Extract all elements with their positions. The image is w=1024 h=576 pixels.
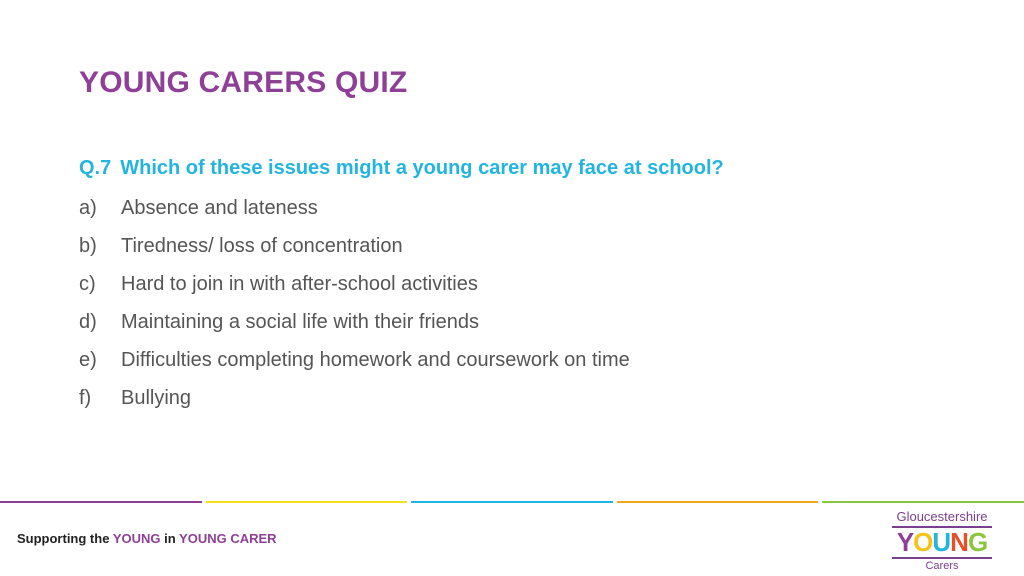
logo-letter: Y (896, 527, 914, 557)
answer-text: Absence and lateness (121, 196, 318, 219)
footer-divider (0, 501, 1024, 504)
answer-letter: a) (79, 196, 97, 219)
answer-list (79, 189, 630, 417)
footer-prefix: Supporting the (17, 531, 113, 546)
footer-tagline (17, 531, 277, 546)
answer-letter: e) (79, 348, 97, 371)
answer-letter: f) (79, 386, 92, 409)
logo-letter: G (967, 527, 988, 557)
answer-item (79, 227, 630, 265)
answer-text: Tiredness/ loss of concentration (121, 234, 403, 257)
logo-letter: N (950, 527, 968, 557)
answer-item (79, 265, 630, 303)
answer-item (79, 341, 630, 379)
gloucestershire-young-carers-logo (886, 510, 998, 570)
question (79, 157, 724, 180)
logo-bottom-text: Carers (925, 560, 959, 572)
divider-segment (822, 501, 1024, 503)
divider-segment (206, 501, 408, 503)
answer-item (79, 303, 630, 341)
footer-word-young: YOUNG (112, 531, 161, 546)
logo-letter: O (913, 527, 933, 557)
footer-word-young-carer: YOUNG CARER (179, 531, 277, 546)
logo-young-text (886, 529, 998, 555)
answer-text: Bullying (121, 386, 192, 409)
answer-item (79, 189, 630, 227)
divider-segment (617, 501, 819, 503)
answer-letter: d) (79, 310, 97, 333)
answer-letter: b) (79, 234, 97, 257)
logo-letter: U (932, 527, 951, 557)
answer-text: Difficulties completing homework and coursework on time (121, 348, 630, 371)
slide-title: YOUNG CARERS QUIZ (79, 66, 408, 99)
divider-segment (411, 501, 613, 503)
divider-segment (0, 501, 202, 503)
question-number: Q.7 (79, 157, 112, 179)
logo-rule (892, 557, 992, 559)
question-text: Which of these issues might a young carer may face at school? (120, 157, 724, 179)
logo-top-text: Gloucestershire (896, 509, 988, 524)
answer-text: Maintaining a social life with their friends (121, 310, 479, 333)
answer-item (79, 379, 630, 417)
answer-letter: c) (79, 272, 96, 295)
footer-middle: in (160, 531, 180, 546)
answer-text: Hard to join in with after-school activities (121, 272, 478, 295)
